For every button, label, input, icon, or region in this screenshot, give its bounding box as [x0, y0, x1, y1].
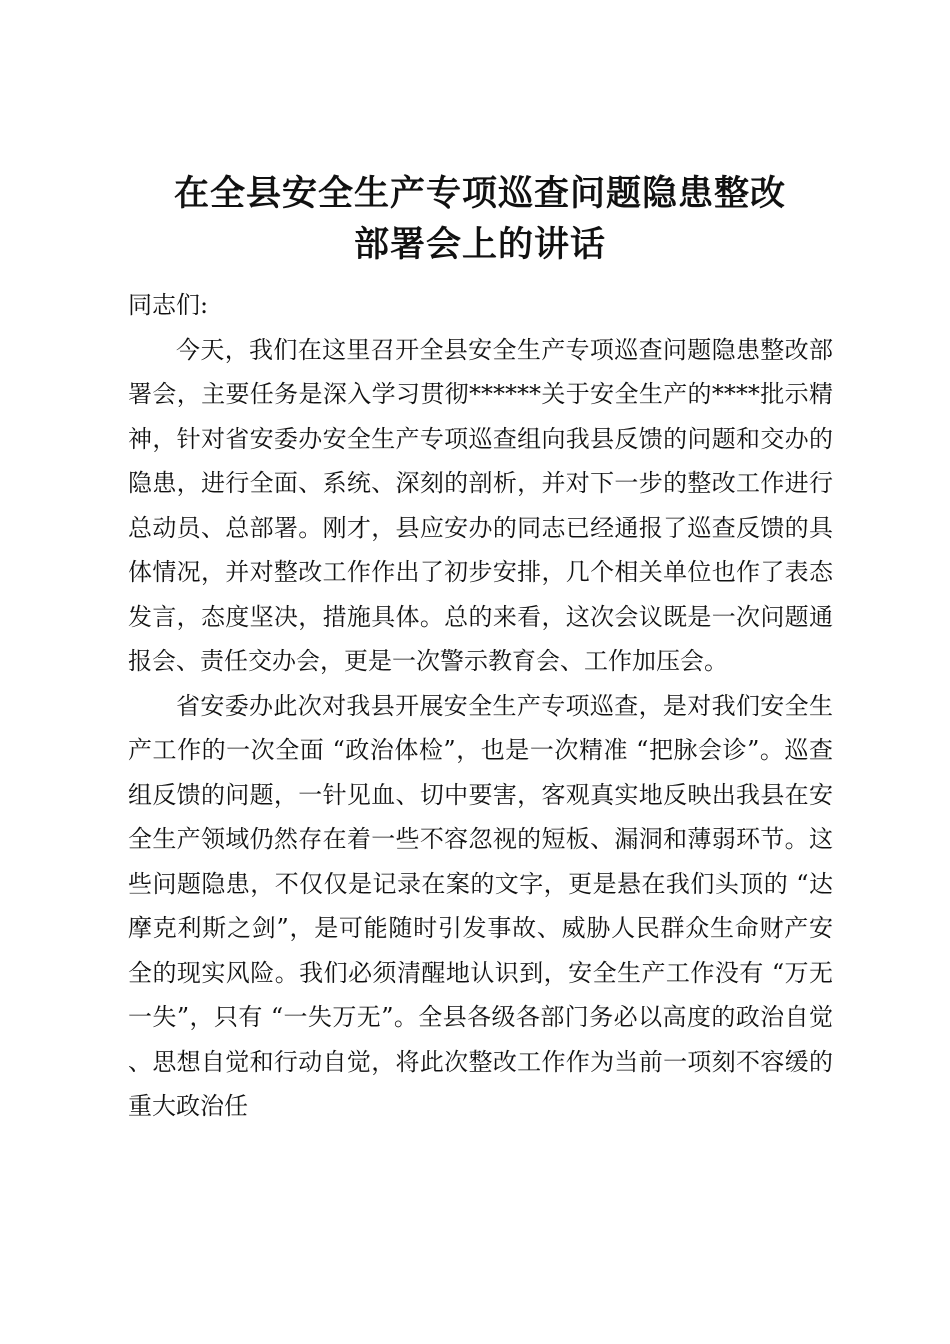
paragraph-1: 今天，我们在这里召开全县安全生产专项巡查问题隐患整改部署会，主要任务是深入学习贯彻******关于安全生产的****批示精神，针对省安委办安全生产专项巡查组向我县反馈的问题和交办的隐患，进行全面、系统、深刻的剖析，并对下一步的整改工作进行总动员、总部署。刚才，县应安办的同志已经通报了巡查反馈的具体情况，并对整改工作作出了初步安排，几个相关单位也作了表态发言，态度坚决，措施具体。总的来看，这次会议既是一次问题通报会、责任交办会，更是一次警示教育会、工作加压会。	[128, 335, 833, 675]
title-line-1: 在全县安全生产专项巡查问题隐患整改	[173, 173, 786, 214]
title-line-2: 部署会上的讲话	[353, 224, 606, 265]
document-title	[100, 168, 860, 270]
salutation: 同志们:	[128, 291, 209, 319]
paragraph-2: 省安委办此次对我县开展安全生产专项巡查，是对我们安全生产工作的一次全面 “政治体检”，也是一次精准 “把脉会诊”。巡查组反馈的问题，一针见血、切中要害，客观真实地反映出我县在安全生产领域仍然存在着一些不容忽视的短板、漏洞和薄弱环节。这些问题隐患，不仅仅是记录在案的文字，更是悬在我们头顶的 “达摩克利斯之剑”，是可能随时引发事故、威胁人民群众生命财产安全的现实风险。我们必须清醒地认识到，安全生产工作没有 “万无一失”，只有 “一失万无”。全县各级各部门务必以高度的政治自觉、思想自觉和行动自觉，将此次整改工作作为当前一项刻不容缓的重大政治任	[128, 691, 833, 1120]
document-body	[128, 283, 833, 1129]
